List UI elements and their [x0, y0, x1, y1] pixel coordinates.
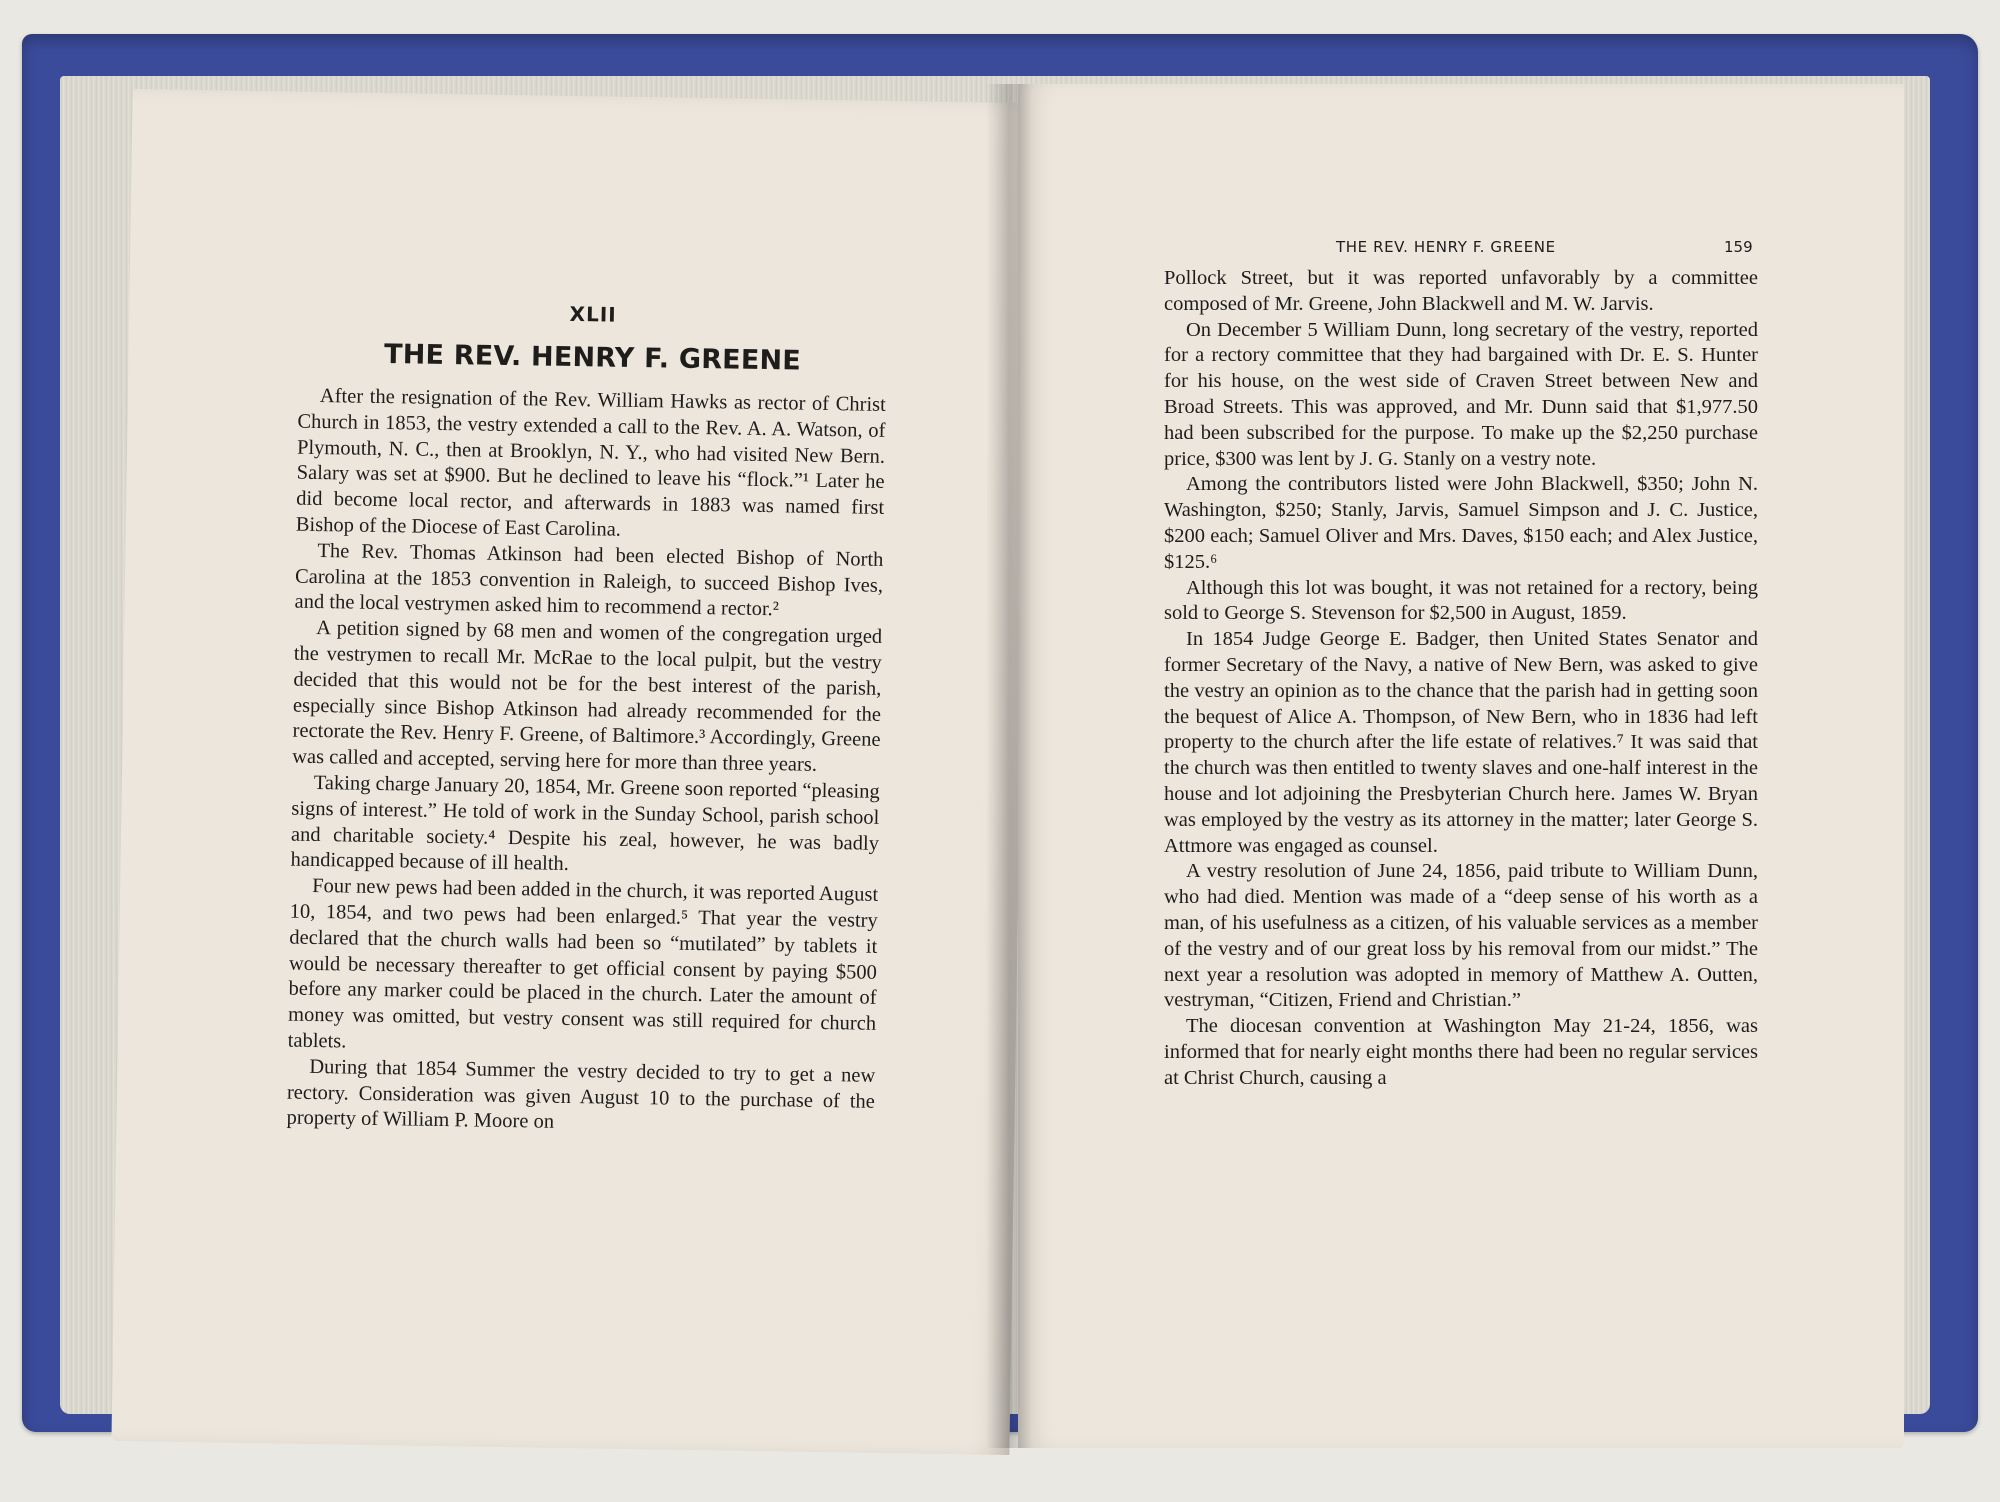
paragraph: In 1854 Judge George E. Badger, then United States Senator and former Secretary of the Navy, a native of New Bern, was asked to give the vestry an opinion as to the chance that the parish had in getting soon the bequest of Alice A. Thompson, of New Bern, who in 1836 had left property to the church after the life estate of relatives.⁷ It was said that the church was then entitled to twenty slaves and one-half interest in the house and lot adjoining the Presbyterian Church here. James W. Bryan was employed by the vestry as its attorney in the matter; later George S. Attmore was engaged as counsel.	[1164, 628, 1758, 857]
paragraph: A vestry resolution of June 24, 1856, paid tribute to William Dunn, who had died. Mention was made of a “deep sense of his worth as a man, of his usefulness as a citizen, of his valuable services as a member of the vestry and of our great loss by his removal from our midst.” The next year a resolution was adopted in memory of Matthew A. Outten, vestryman, “Citizen, Friend and Christian.”	[1164, 860, 1758, 1012]
paragraph: Taking charge January 20, 1854, Mr. Greene soon reported “pleasing signs of interest.” He told of work in the Sunday School, parish school and charitable society.⁴ Despite his zeal, however, he was badly handicapped because of ill health.	[290, 771, 880, 876]
left-page	[111, 89, 1030, 1455]
running-head: THE REV. HENRY F. GREENE	[1336, 238, 1556, 256]
left-page-body	[286, 384, 886, 1141]
paragraph: The Rev. Thomas Atkinson had been elected Bishop of North Carolina at the 1853 convention in Raleigh, to succeed Bishop Ives, and the local vestrymen asked him to recommend a rector.²	[294, 539, 884, 621]
paragraph: After the resignation of the Rev. William Hawks as rector of Christ Church in 1853, the vestry extended a call to the Rev. A. A. Watson, of Plymouth, N. C., then at Brooklyn, N. Y., who had visited New Bern. Salary was set at $900. But he declined to leave his “flock.”¹ Later he did become local rector, and afterwards in 1883 was named first Bishop of the Diocese of East Carolina.	[295, 385, 886, 541]
right-page-body	[1164, 266, 1758, 1092]
chapter-title: THE REV. HENRY F. GREENE	[383, 339, 802, 377]
spine-gutter-shadow	[986, 84, 1032, 1448]
continuation-paragraph: Pollock Street, but it was reported unfavorably by a committee composed of Mr. Greene, John Blackwell and M. W. Jarvis.	[1164, 267, 1758, 315]
paragraph: During that 1854 Summer the vestry decided to try to get a new rectory. Consideration was given August 10 to the purchase of the property of William P. Moore on	[286, 1055, 876, 1134]
page-number: 159	[1724, 238, 1753, 256]
right-page	[1018, 84, 1904, 1448]
paragraph: On December 5 William Dunn, long secretary of the vestry, reported for a rectory committee that they had bargained with Dr. E. S. Hunter for his house, on the west side of Craven Street between New and Broad Streets. This was approved, and Mr. Dunn said that $1,977.50 had been subscribed for the purpose. To make up the $2,250 purchase price, $300 was lent by J. G. Stanly on a vestry note.	[1164, 318, 1758, 470]
chapter-number: XLII	[569, 301, 617, 327]
paragraph: Although this lot was bought, it was not retained for a rectory, being sold to George S. Stevenson for $2,500 in August, 1859.	[1164, 576, 1758, 625]
paragraph: The diocesan convention at Washington May 21-24, 1856, was informed that for nearly eight months there had been no regular services at Christ Church, causing a	[1164, 1015, 1758, 1089]
paragraph: Among the contributors listed were John Blackwell, $350; John N. Washington, $250; Stanly, Jarvis, Samuel Simpson and J. C. Justice, $200 each; Samuel Oliver and Mrs. Daves, $150 each; and Alex Justice, $125.⁶	[1164, 473, 1758, 573]
paragraph: Four new pews had been added in the church, it was reported August 10, 1854, and two pews had been enlarged.⁵ That year the vestry declared that the church walls had been so “mutilated” by tablets it would be necessary thereafter to get official consent by paying $500 before any marker could be placed in the church. Later the amount of money was omitted, but vestry consent was still required for church tablets.	[287, 875, 879, 1053]
paragraph: A petition signed by 68 men and women of the congregation urged the vestrymen to recall Mr. McRae to the local pulpit, but the vestry decided that this would not be for the best interest of the parish, especially since Bishop Atkinson had already recommended for the rectorate the Rev. Henry F. Greene, of Baltimore.³ Accordingly, Greene was called and accepted, serving here for more than three years.	[292, 617, 883, 777]
